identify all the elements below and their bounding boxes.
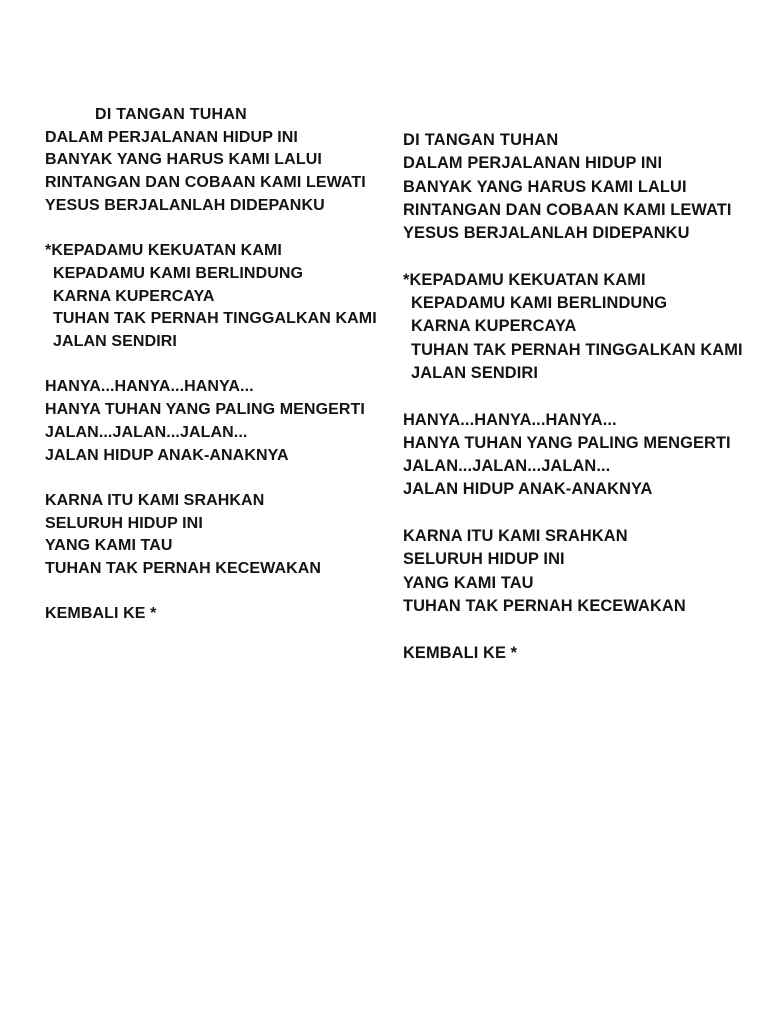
lyric-line: DALAM PERJALANAN HIDUP INI xyxy=(45,128,298,146)
lyric-line: YANG KAMI TAU xyxy=(45,537,173,555)
lyrics-column-left xyxy=(45,104,377,626)
stanza-chorus xyxy=(45,240,377,354)
lyric-line: KEPADAMU KAMI BERLINDUNG xyxy=(411,294,668,313)
page-title: DI TANGAN TUHAN xyxy=(95,106,247,123)
lyric-line: BANYAK YANG HARUS KAMI LALUI xyxy=(403,177,687,196)
lyric-line: JALAN...JALAN...JALAN... xyxy=(403,457,611,476)
page-title-secondary: DI TANGAN TUHAN xyxy=(403,131,559,149)
lyric-line: TUHAN TAK PERNAH KECEWAKAN xyxy=(403,596,686,615)
stanza-list-right xyxy=(403,152,743,665)
lyric-line: TUHAN TAK PERNAH TINGGALKAN KAMI xyxy=(53,310,377,328)
stanza-list-left xyxy=(45,127,377,626)
lyric-line: JALAN SENDIRI xyxy=(53,333,177,351)
lyric-line: KARNA KUPERCAYA xyxy=(53,287,215,305)
stanza-verse-2 xyxy=(45,376,365,467)
lyric-line: DALAM PERJALANAN HIDUP INI xyxy=(403,154,663,173)
lyric-line: SELURUH HIDUP INI xyxy=(45,514,203,532)
lyric-line: KARNA ITU KAMI SRAHKAN xyxy=(403,527,628,546)
lyric-line: JALAN HIDUP ANAK-ANAKNYA xyxy=(45,446,289,464)
lyric-line: *KEPADAMU KEKUATAN KAMI xyxy=(403,270,646,289)
stanza-verse-1 xyxy=(45,127,365,218)
lyric-line: JALAN SENDIRI xyxy=(411,363,538,382)
stanza-verse-1 xyxy=(403,152,733,245)
stanza-verse-3 xyxy=(403,525,733,618)
lyric-line: KARNA KUPERCAYA xyxy=(411,317,577,336)
lyric-line: KEMBALI KE * xyxy=(45,605,157,623)
lyric-line: BANYAK YANG HARUS KAMI LALUI xyxy=(45,151,322,169)
lyric-line: SELURUH HIDUP INI xyxy=(403,550,565,569)
lyric-line: HANYA TUHAN YANG PALING MENGERTI xyxy=(403,433,731,452)
lyric-line: YANG KAMI TAU xyxy=(403,573,534,592)
stanza-verse-2 xyxy=(403,409,733,502)
lyric-line: YESUS BERJALANLAH DIDEPANKU xyxy=(45,196,325,214)
lyric-line: HANYA TUHAN YANG PALING MENGERTI xyxy=(45,401,365,419)
lyric-line: TUHAN TAK PERNAH KECEWAKAN xyxy=(45,560,322,578)
stanza-verse-3 xyxy=(45,490,365,581)
stanza-outro xyxy=(403,642,733,665)
stanza-outro xyxy=(45,603,365,626)
lyric-line: KEPADAMU KAMI BERLINDUNG xyxy=(53,264,304,282)
lyric-line: HANYA...HANYA...HANYA... xyxy=(45,378,254,396)
lyric-line: RINTANGAN DAN COBAAN KAMI LEWATI xyxy=(403,200,732,219)
lyric-line: *KEPADAMU KEKUATAN KAMI xyxy=(45,242,282,260)
lyric-line: KARNA ITU KAMI SRAHKAN xyxy=(45,491,265,509)
lyric-line: JALAN HIDUP ANAK-ANAKNYA xyxy=(403,480,653,499)
lyric-line: HANYA...HANYA...HANYA... xyxy=(403,410,617,429)
stanza-chorus xyxy=(403,269,743,385)
lyric-line: TUHAN TAK PERNAH TINGGALKAN KAMI xyxy=(411,340,743,359)
lyric-line: JALAN...JALAN...JALAN... xyxy=(45,423,248,441)
lyric-line: RINTANGAN DAN COBAAN KAMI LEWATI xyxy=(45,174,366,192)
lyric-line: YESUS BERJALANLAH DIDEPANKU xyxy=(403,224,690,243)
lyric-line: KEMBALI KE * xyxy=(403,643,518,662)
lyrics-column-right xyxy=(403,129,743,665)
